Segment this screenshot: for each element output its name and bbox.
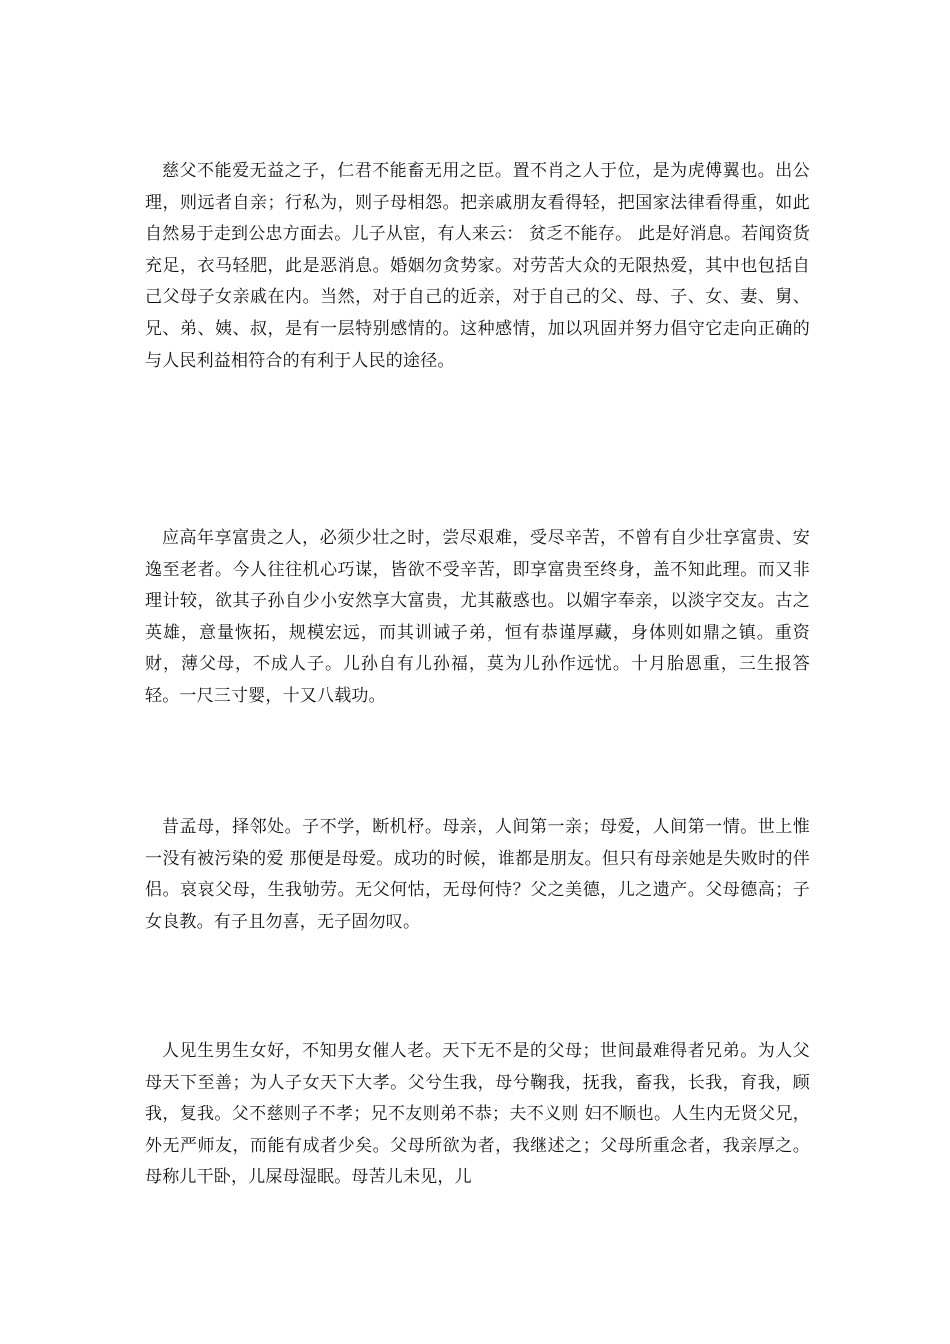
- paragraph-2: 应高年享富贵之人，必须少壮之时，尝尽艰难，受尽辛苦，不曾有自少壮享富贵、安逸至老者。今人往往机心巧谋，皆欲不受辛苦，即享富贵至终身，盖不知此理。而又非理计较，欲其子孙自少小安然享大富贵，尤其蔽惑也。以媚字奉亲，以淡字交友。古之英雄，意量恢拓，规模宏远，而其训诫子弟，恒有恭谨厚藏，身体则如鼎之镇。重资财，薄父母，不成人子。儿孙自有儿孙福，莫为儿孙作远忧。十月胎恩重，三生报答轻。一尺三寸婴，十又八载功。: [145, 528, 810, 706]
- paragraph-3: 昔孟母，择邻处。子不学，断机杼。母亲，人间第一亲；母爱，人间第一情。世上惟一没有被污染的爱 那便是母爱。成功的时候，谁都是朋友。但只有母亲她是失败时的伴侣。哀哀父母，生我劬劳。无父何怙，无母何恃？父之美德，儿之遗产。父母德高；子女良教。有子且勿喜，无子固勿叹。: [145, 817, 810, 932]
- paragraph-1: 慈父不能爱无益之子，仁君不能畜无用之臣。置不肖之人于位，是为虎傅翼也。出公理，则远者自亲；行私为，则子母相怨。把亲戚朋友看得轻，把国家法律看得重，如此自然易于走到公忠方面去。儿子从宦，有人来云： 贫乏不能存。 此是好消息。若闻资货充足，衣马轻肥，此是恶消息。婚姻勿贪势家。对劳苦大众的无限热爱，其中也包括自己父母子女亲戚在内。当然，对于自己的近亲，对于自己的父、母、子、女、妻、舅、兄、弟、姨、叔，是有一层特别感情的。这种感情，加以巩固并努力倡守它走向正确的与人民利益相符合的有利于人民的途径。: [145, 161, 810, 371]
- paragraph-4: 人见生男生女好，不知男女催人老。天下无不是的父母；世间最难得者兄弟。为人父母天下至善；为人子女天下大孝。父兮生我，母兮鞠我，抚我，畜我，长我，育我，顾我，复我。父不慈则子不孝；兄不友则弟不恭；夫不义则 妇不顺也。人生内无贤父兄，外无严师友，而能有成者少矣。父母所欲为者，我继述之；父母所重念者，我亲厚之。母称儿干卧，儿屎母湿眠。母苦儿未见，儿: [145, 1041, 810, 1188]
